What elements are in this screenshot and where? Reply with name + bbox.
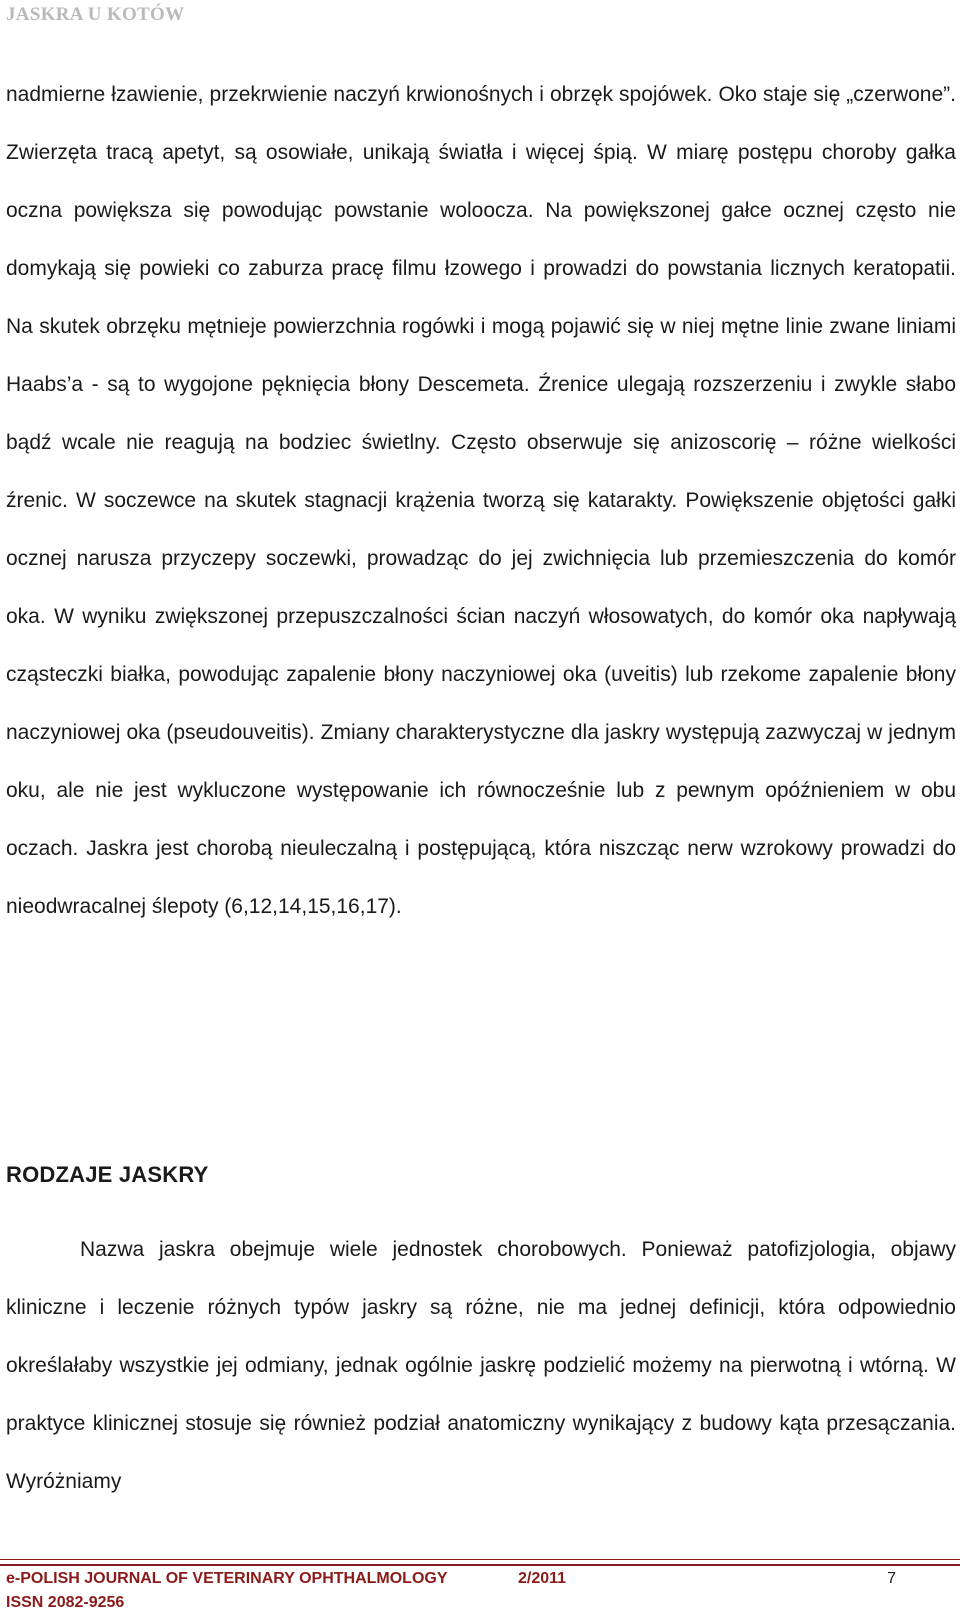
footer-issn: ISSN 2082-9256 [6,1594,125,1611]
section-paragraph: Nazwa jaskra obejmuje wiele jednostek chorobowych. Ponieważ patofizjologia, objawy kliniczne i leczenie różnych typów jaskry są różne, nie ma jednej definicji, która odpowiednio określałaby wszystkie jej odmiany, jednak ogólnie jaskrę podzielić możemy na pierwotną i wtórną. W praktyce klinicznej stosuje się również podział anatomiczny wynikający z budowy kąta przesączania. Wyróżniamy [6,1238,956,1493]
section-title: RODZAJE JASKRY [6,1162,209,1187]
footer-issue: 2/2011 [518,1570,567,1587]
footer-journal-name: e-POLISH JOURNAL OF VETERINARY OPHTHALMOLOGY [6,1570,448,1587]
running-header: JASKRA U KOTÓW [6,4,185,25]
footer-rule [0,1559,960,1566]
body-paragraph: nadmierne łzawienie, przekrwienie naczyń krwionośnych i obrzęk spojówek. Oko staje się „czerwone”. Zwierzęta tracą apetyt, są osowiałe, unikają światła i więcej śpią. W miarę postępu choroby gałka oczna powiększa się powodując powstanie woloocza. Na powiększonej gałce ocznej często nie domykają się powieki co zaburza pracę filmu łzowego i prowadzi do powstania licznych keratopatii. Na skutek obrzęku mętnieje powierzchnia rogówki i mogą pojawić się w niej mętne linie zwane liniami Haabs’a - są to wygojone pęknięcia błony Descemeta. Źrenice ulegają rozszerzeniu i zwykle słabo bądź wcale nie reagują na bodziec świetlny. Często obserwuje się anizoscorię – różne wielkości źrenic. W soczewce na skutek stagnacji krążenia tworzą się katarakty. Powiększenie objętości gałki ocznej narusza przyczepy soczewki, prowadząc do jej zwichnięcia lub przemieszczenia do komór oka. W wyniku zwiększonej przepuszczalności ścian naczyń włosowatych, do komór oka napływają cząsteczki białka, powodując zapalenie błony naczyniowej oka (uveitis) lub rzekome zapalenie błony naczyniowej oka (pseudouveitis). Zmiany charakterystyczne dla jaskry występują zazwyczaj w jednym oku, ale nie jest wykluczone występowanie ich równocześnie lub z pewnym opóźnieniem w obu oczach. Jaskra jest chorobą nieuleczalną i postępującą, która niszcząc nerw wzrokowy prowadzi do nieodwracalnej ślepoty (6,12,14,15,16,17). [6,83,956,918]
page-number: 7 [887,1570,896,1587]
